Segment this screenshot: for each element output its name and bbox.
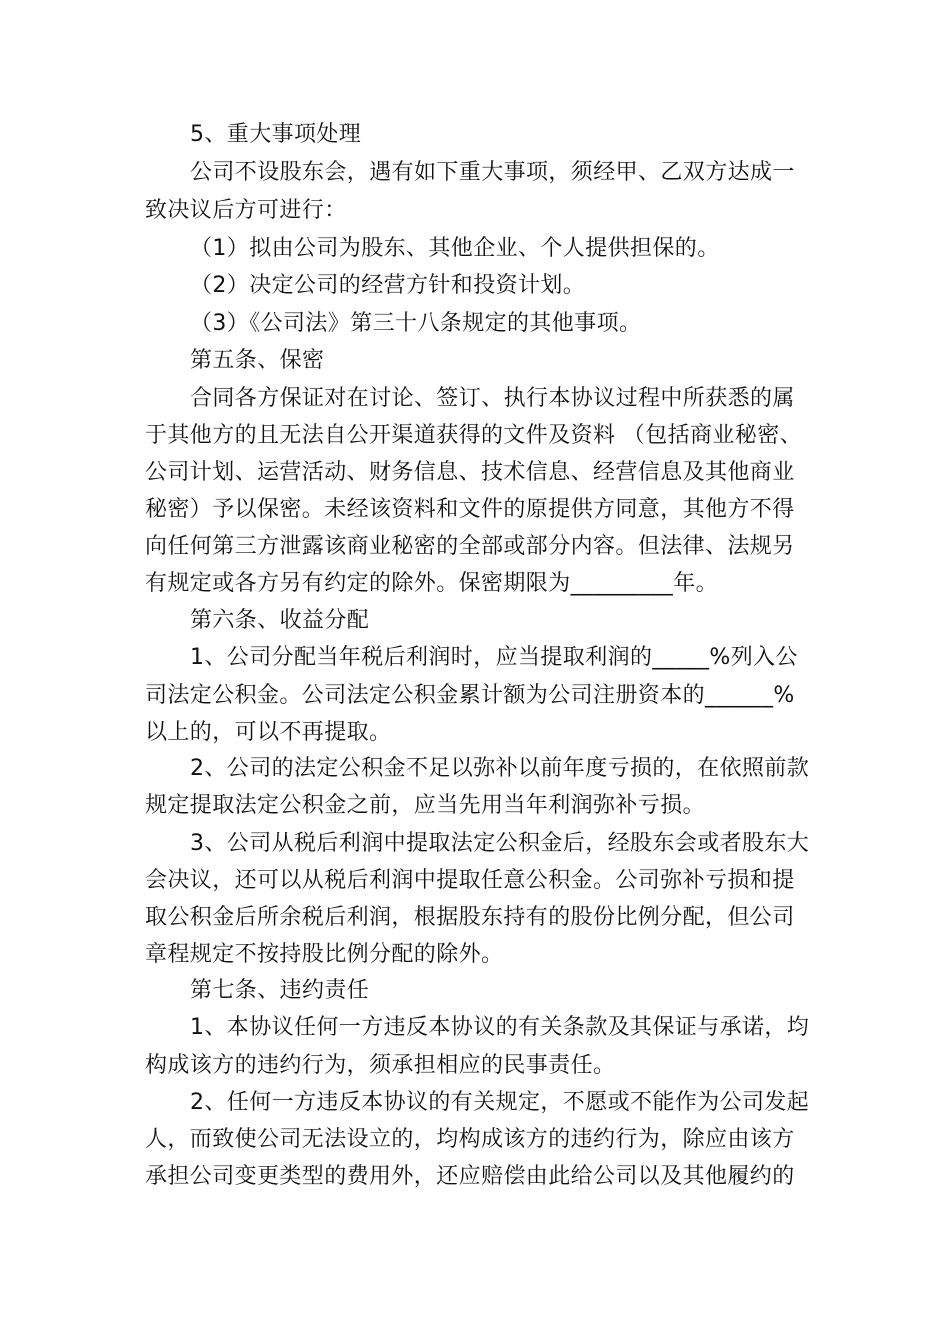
paragraph-line: 1、本协议任何一方违反本协议的有关条款及其保证与承诺，均 <box>190 1015 810 1040</box>
paragraph-line: 有规定或各方另有约定的除外。保密期限为_________年。 <box>145 571 719 596</box>
list-item: （3）《公司法》第三十八条规定的其他事项。 <box>190 311 642 336</box>
paragraph-line: 取公积金后所余税后利润，根据股东持有的股份比例分配，但公司 <box>145 905 795 930</box>
paragraph-line: 向任何第三方泄露该商业秘密的全部或部分内容。但法律、法规另 <box>145 534 795 559</box>
list-item: （2）决定公司的经营方针和投资计划。 <box>190 273 586 298</box>
paragraph-line: 3、公司从税后利润中提取法定公积金后，经股东会或者股东大 <box>190 831 810 856</box>
paragraph-line: 公司计划、运营活动、财务信息、技术信息、经营信息及其他商业 <box>145 460 795 485</box>
paragraph-line: 1、公司分配当年税后利润时，应当提取利润的_____%列入公 <box>190 645 798 670</box>
paragraph-line: 秘密）予以保密。未经该资料和文件的原提供方同意，其他方不得 <box>145 497 795 522</box>
paragraph-line: 公司不设股东会，遇有如下重大事项，须经甲、乙双方达成一 <box>190 160 795 185</box>
paragraph-line: 以上的，可以不再提取。 <box>145 720 392 745</box>
paragraph-line: 规定提取法定公积金之前，应当先用当年利润弥补亏损。 <box>145 793 706 818</box>
paragraph-line: 章程规定不按持股比例分配的除外。 <box>145 942 504 967</box>
paragraph-line: 2、公司的法定公积金不足以弥补以前年度亏损的，在依照前款 <box>190 756 810 781</box>
paragraph-line: 构成该方的违约行为，须承担相应的民事责任。 <box>145 1053 616 1078</box>
heading-article-7: 第七条、违约责任 <box>190 978 370 1003</box>
paragraph-line: 会决议，还可以从税后利润中提取任意公积金。公司弥补亏损和提 <box>145 868 795 893</box>
heading-article-6: 第六条、收益分配 <box>190 608 370 633</box>
paragraph-line: 司法定公积金。公司法定公积金累计额为公司注册资本的______% <box>145 683 795 708</box>
paragraph-line: 合同各方保证对在讨论、签订、执行本协议过程中所获悉的属 <box>190 386 795 411</box>
heading-major-matters: 5、重大事项处理 <box>190 122 362 147</box>
paragraph-line: 致决议后方可进行： <box>145 198 347 223</box>
paragraph-line: 2、任何一方违反本协议的有关规定，不愿或不能作为公司发起 <box>190 1090 810 1115</box>
paragraph-line: 于其他方的且无法自公开渠道获得的文件及资料 （包括商业秘密、 <box>145 423 802 448</box>
list-item: （1）拟由公司为股东、其他企业、个人提供担保的。 <box>190 236 720 261</box>
paragraph-line: 人，而致使公司无法设立的，均构成该方的违约行为，除应由该方 <box>145 1127 795 1152</box>
paragraph-line: 承担公司变更类型的费用外，还应赔偿由此给公司以及其他履约的 <box>145 1164 795 1189</box>
heading-article-5: 第五条、保密 <box>190 348 325 373</box>
